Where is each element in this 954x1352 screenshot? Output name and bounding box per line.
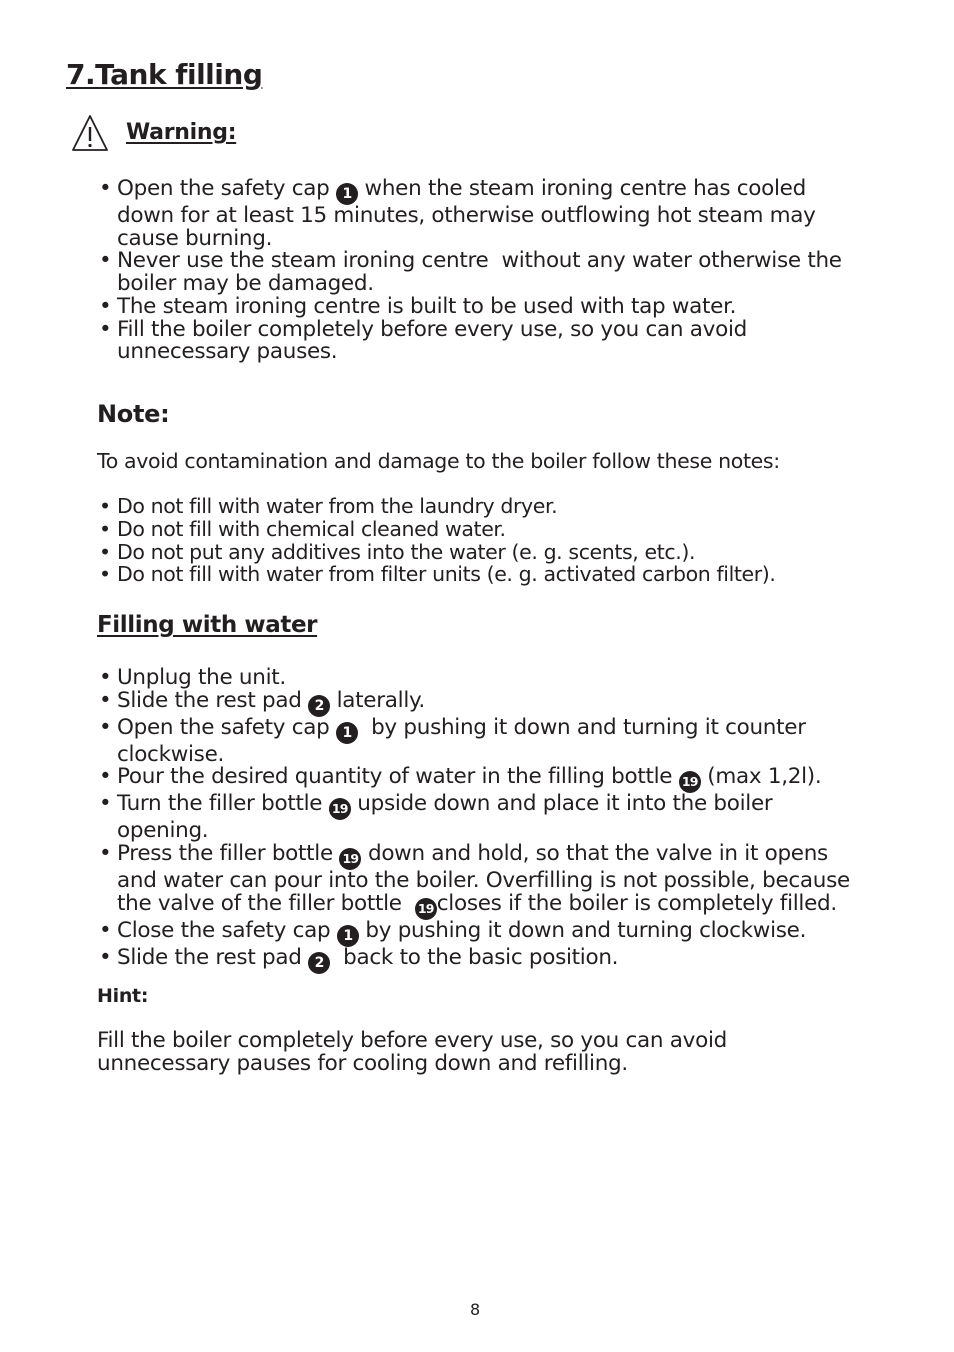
- part-number-badge: 19: [329, 798, 351, 820]
- bullet: •: [99, 494, 111, 518]
- note-list: [99, 495, 775, 586]
- list-item: [99, 293, 842, 319]
- list-item: [99, 541, 775, 564]
- list-item-line: Do not put any additives into the water (e. g. scents, etc.).: [117, 539, 696, 564]
- bullet: •: [99, 316, 112, 342]
- list-item-line: Do not fill with chemical cleaned water.: [117, 516, 506, 541]
- part-number-badge: 19: [339, 848, 361, 870]
- list-item-line: unnecessary pauses.: [117, 339, 338, 365]
- list-item-line: Slide the rest pad 2 laterally.: [117, 690, 850, 717]
- list-item-line: Press the filler bottle 19 down and hold, so that the valve in it opens: [117, 843, 850, 870]
- bullet: •: [99, 539, 111, 564]
- list-item: [99, 495, 775, 518]
- list-item: [99, 766, 850, 793]
- list-item-line: Pour the desired quantity of water in the filling bottle 19 (max 1,2l).: [117, 766, 850, 793]
- page-number: 8: [470, 1300, 481, 1319]
- list-item: [99, 563, 775, 586]
- list-item-line: opening.: [117, 818, 209, 844]
- part-number-badge: 1: [337, 925, 359, 947]
- list-item: [99, 316, 842, 365]
- list-item-line: down for at least 15 minutes, otherwise outflowing hot steam may: [117, 203, 816, 228]
- part-number-badge: 1: [336, 722, 358, 744]
- list-item-line: Open the safety cap 1 by pushing it down and turning it counter: [117, 717, 850, 744]
- list-item-line: Unplug the unit.: [117, 665, 286, 690]
- bullet: •: [99, 665, 112, 690]
- bullet: •: [99, 944, 112, 970]
- list-item-line: the valve of the filler bottle 19 closes if the boiler is completely filled.: [117, 893, 850, 920]
- page-title: 7.Tank filling: [66, 58, 263, 91]
- part-number-badge: 2: [308, 952, 330, 974]
- warning-triangle-icon: [70, 113, 110, 153]
- list-item: [99, 714, 850, 767]
- list-item-line: and water can pour into the boiler. Overfilling is not possible, because: [117, 868, 850, 894]
- note-intro: To avoid contamination and damage to the boiler follow these notes:: [97, 449, 780, 473]
- bullet: •: [99, 791, 112, 817]
- bullet: •: [99, 714, 112, 740]
- part-number-badge: 19: [415, 898, 437, 920]
- bullet: •: [99, 248, 112, 274]
- list-item-line: boiler may be damaged.: [117, 271, 374, 297]
- filling-list: [99, 667, 850, 974]
- hint-line: unnecessary pauses for cooling down and refilling.: [97, 1050, 628, 1076]
- list-item: [99, 843, 850, 920]
- list-item: [99, 667, 850, 690]
- list-item-line: Open the safety cap 1 when the steam ironing centre has cooled: [117, 178, 842, 205]
- list-item: [99, 178, 842, 250]
- list-item-line: Do not fill with water from filter units (e. g. activated carbon filter).: [117, 562, 776, 587]
- list-item-line: Do not fill with water from the laundry dryer.: [117, 494, 558, 518]
- bullet: •: [99, 917, 112, 943]
- list-item: [99, 250, 842, 295]
- bullet: •: [99, 293, 112, 319]
- hint-title: Hint:: [97, 985, 149, 1007]
- filling-title: Filling with water: [97, 612, 318, 638]
- bullet: •: [99, 562, 111, 587]
- bullet: •: [99, 764, 112, 790]
- part-number-badge: 1: [336, 183, 358, 205]
- list-item-line: clockwise.: [117, 741, 225, 767]
- list-item-line: cause burning.: [117, 225, 273, 251]
- list-item-line: Close the safety cap 1 by pushing it down and turning clockwise.: [117, 920, 850, 947]
- bullet: •: [99, 516, 111, 541]
- list-item: [99, 793, 850, 843]
- warning-list: [99, 178, 842, 364]
- hint-line: Fill the boiler completely before every use, so you can avoid: [97, 1028, 727, 1053]
- part-number-badge: 2: [308, 695, 330, 717]
- list-item-line: Turn the filler bottle 19 upside down and place it into the boiler: [117, 793, 850, 820]
- list-item-line: Slide the rest pad 2 back to the basic position.: [117, 947, 850, 974]
- list-item-line: Never use the steam ironing centre without any water otherwise the: [117, 248, 842, 274]
- note-title: Note:: [97, 400, 170, 428]
- bullet: •: [99, 176, 112, 201]
- list-item: [99, 917, 850, 947]
- warning-title: Warning:: [126, 120, 237, 145]
- bullet: •: [99, 687, 112, 713]
- part-number-badge: 19: [679, 771, 701, 793]
- list-item: [99, 687, 850, 717]
- hint-text: [97, 1030, 727, 1075]
- list-item-line: Fill the boiler completely before every use, so you can avoid: [117, 316, 747, 342]
- list-item: [99, 944, 850, 974]
- bullet: •: [99, 841, 112, 867]
- list-item-line: The steam ironing centre is built to be used with tap water.: [117, 293, 737, 319]
- list-item: [99, 518, 775, 541]
